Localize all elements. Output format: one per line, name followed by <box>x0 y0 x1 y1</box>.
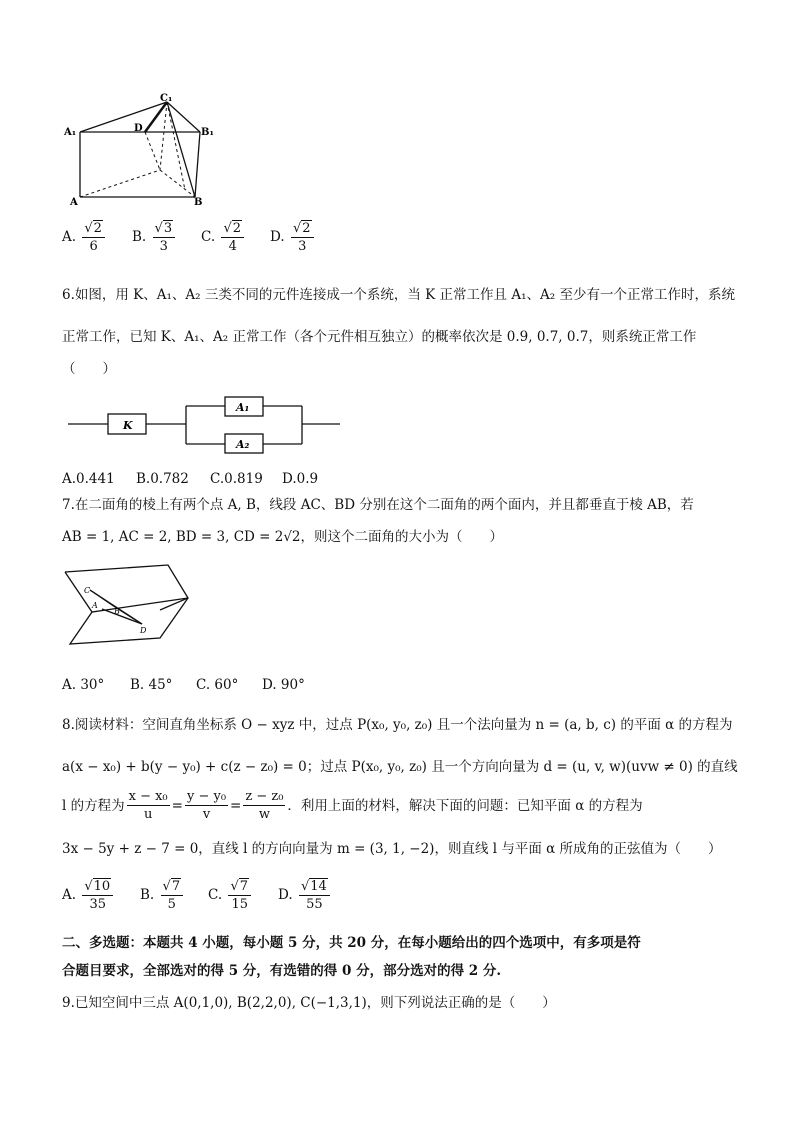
dihedral-label-d: D <box>140 626 147 635</box>
prism-figure <box>60 92 220 210</box>
section2-heading-line2: 合题目要求，全部选对的得 5 分，有选错的得 0 分，部分选对的得 2 分. <box>62 963 502 979</box>
dihedral-label-c: C <box>84 586 91 595</box>
label-a: A <box>70 197 78 208</box>
q7-option-a[interactable]: A. 30° <box>62 677 105 693</box>
q6-option-a[interactable]: A.0.441 <box>62 471 115 487</box>
q7-option-d[interactable]: D. 90° <box>262 677 305 693</box>
section2-heading-line1: 二、多选题：本题共 4 小题，每小题 5 分，共 20 分，在每小题给出的四个选项中，有多项是符 <box>62 935 641 951</box>
q8-text-line3: l 的方程为 $\frac{\text{x − x₀}}{u}$ = $\frac{\text{y − y₀}}{v}$ = $\frac{\text{z − z₀}}{w}$ ．利用上面的材料，解决下面的问题：已知平面 α 的方程为 <box>62 789 643 822</box>
q8-text-line4: 3x − 5y + z − 7 = 0，直线 l 的方向向量为 m = (3, 1, −2)，则直线 l 与平面 α 所成角的正弦值为（ ） <box>62 841 722 857</box>
label-a1: A₁ <box>64 127 77 138</box>
label-c1: C₁ <box>160 93 173 104</box>
dihedral-figure <box>60 560 195 652</box>
dihedral-label-a: A <box>92 601 98 610</box>
q5-option-d[interactable]: D. $\frac{√2}{3}$ <box>270 222 316 253</box>
q6-option-d[interactable]: D.0.9 <box>282 471 319 487</box>
q5-option-a[interactable]: A. $\frac{√2}{6}$ <box>62 222 107 253</box>
q7-option-c[interactable]: C. 60° <box>196 677 239 693</box>
q6-option-c[interactable]: C.0.819 <box>210 471 263 487</box>
circuit-label-a2: A₂ <box>236 438 250 451</box>
q5-option-c[interactable]: C. $\frac{√2}{4}$ <box>201 222 246 253</box>
circuit-label-k: K <box>123 419 133 432</box>
q8-option-d[interactable]: D. $\frac{√14}{55}$ <box>278 880 332 911</box>
q7-text-line2: AB = 1, AC = 2, BD = 3, CD = 2√2，则这个二面角的大小为（ ） <box>62 529 504 545</box>
dihedral-label-b: B <box>114 607 120 616</box>
q8-option-c[interactable]: C. $\frac{√7}{15}$ <box>208 880 253 911</box>
q8-text-line1: 8.阅读材料：空间直角坐标系 O − xyz 中，过点 P(x₀, y₀, z₀) 且一个法向量为 n = (a, b, c) 的平面 α 的方程为 <box>62 717 733 733</box>
circuit-figure <box>68 392 348 462</box>
q7-text-line1: 7.在二面角的棱上有两个点 A, B，线段 AC、BD 分别在这个二面角的两个面内，并且都垂直于棱 AB，若 <box>62 497 694 513</box>
q9-text-line1: 9.已知空间中三点 A(0,1,0), B(2,2,0), C(−1,3,1)，则下列说法正确的是（ ） <box>62 995 556 1011</box>
q6-option-b[interactable]: B.0.782 <box>136 471 189 487</box>
q7-option-b[interactable]: B. 45° <box>130 677 173 693</box>
label-d: D <box>134 123 143 134</box>
q8-option-a[interactable]: A. $\frac{√10}{35}$ <box>62 880 115 911</box>
q6-text-line1: 6.如图，用 K、A₁、A₂ 三类不同的元件连接成一个系统，当 K 正常工作且 A₁、A₂ 至少有一个正常工作时，系统 <box>62 287 735 303</box>
label-b: B <box>194 197 203 208</box>
q8-option-b[interactable]: B. $\frac{√7}{5}$ <box>140 880 185 911</box>
q6-text-line3: （ ） <box>62 361 116 377</box>
label-b1: B₁ <box>201 127 214 138</box>
circuit-label-a1: A₁ <box>236 401 250 414</box>
q8-text-line2: a(x − x₀) + b(y − y₀) + c(z − z₀) = 0；过点 P(x₀, y₀, z₀) 且一个方向向量为 d = (u, v, w)(uvw ≠ 0) 的直线 <box>62 759 738 775</box>
q6-text-line2: 正常工作，已知 K、A₁、A₂ 正常工作（各个元件相互独立）的概率依次是 0.9, 0.7, 0.7，则系统正常工作 <box>62 329 697 345</box>
q5-option-b[interactable]: B. $\frac{√3}{3}$ <box>132 222 177 253</box>
